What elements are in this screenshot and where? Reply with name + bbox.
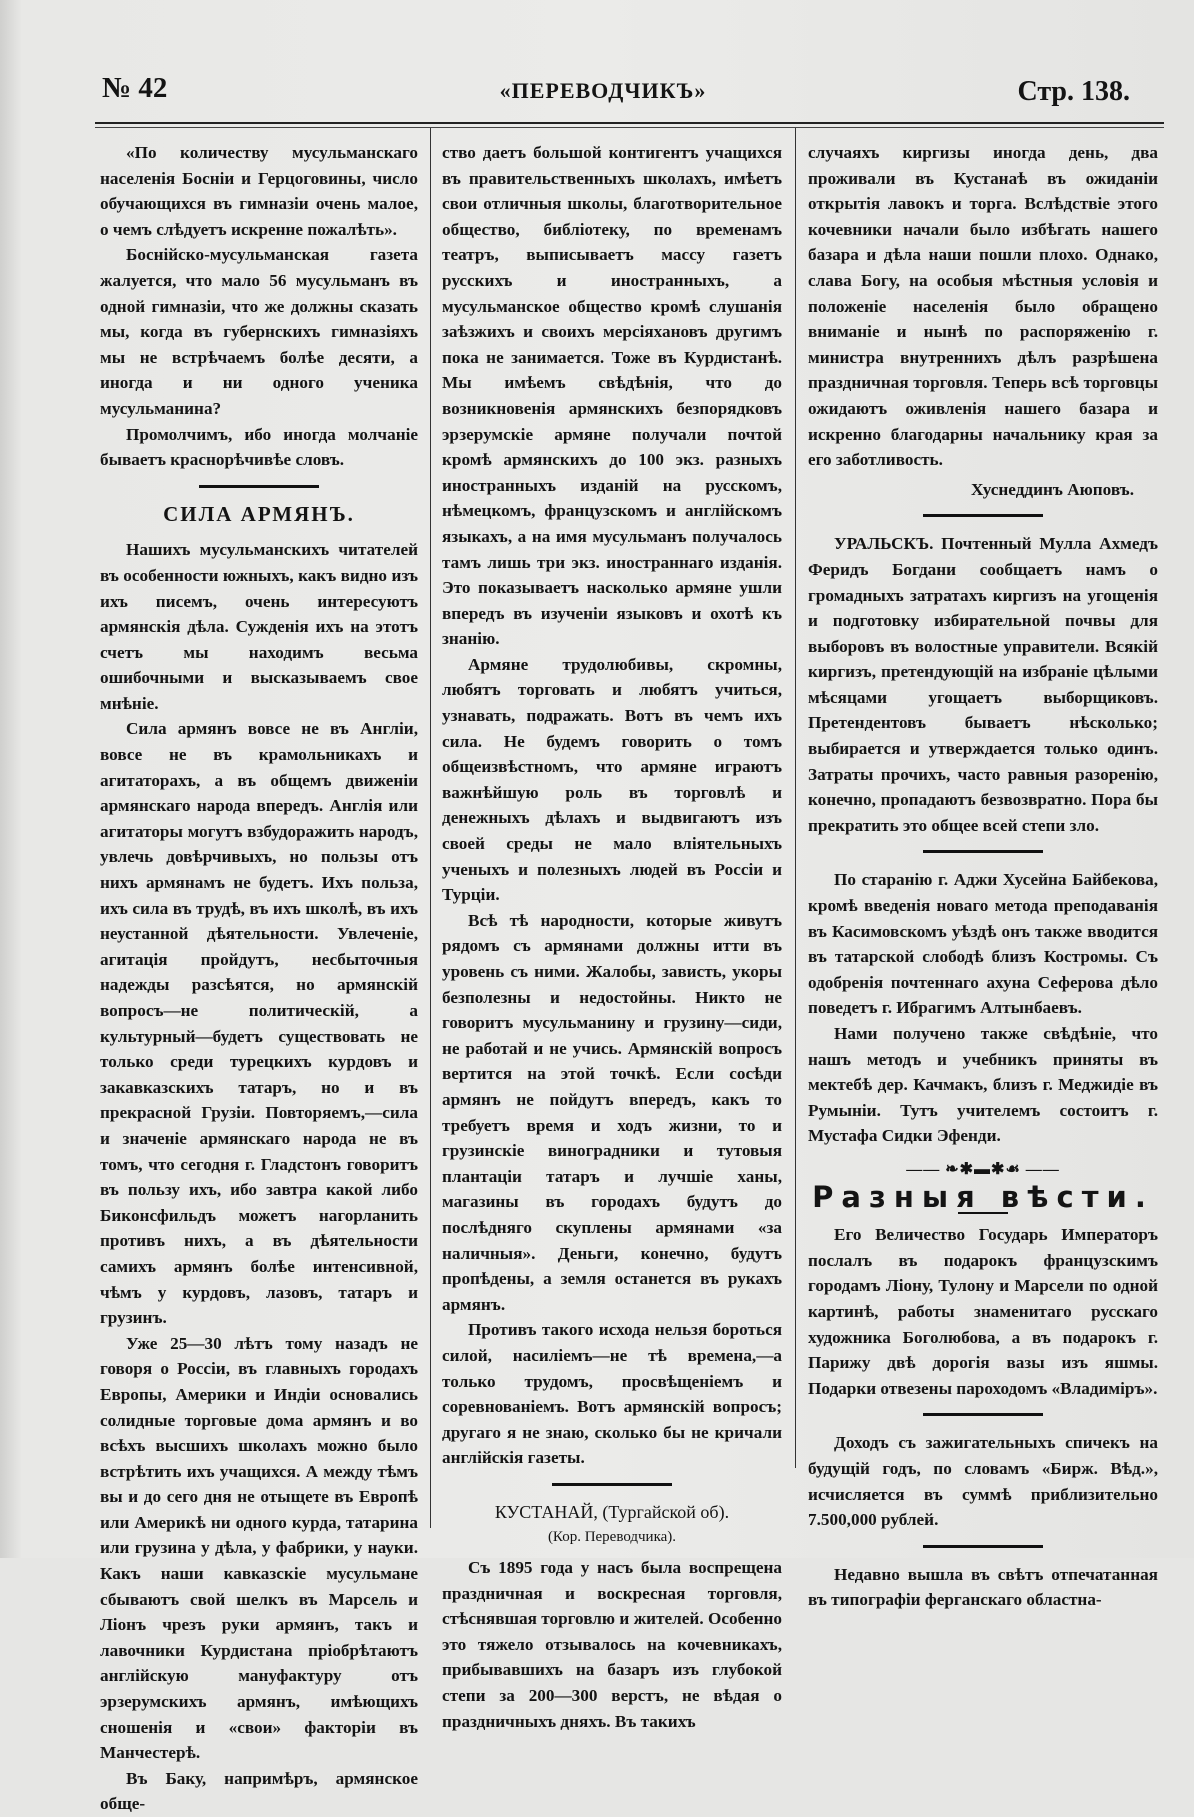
- article-paragraph: УРАЛЬСКЪ. Почтенный Мулла Ахмедъ Феридъ Богдани сообщаетъ намъ о громадныхъ затратахъ киргизъ на угощенія и подготовку избирательной почвы для выборовъ въ волостные управители. Всякій киргизъ, претендующій на избраніе цѣлыми мѣсяцами угощаетъ выборщиковъ. Претендентовъ бываетъ нѣсколько; выбирается и утверждается только одинъ. Затраты прочихъ, часто равныя разоренію, конечно, пропадаютъ безвозвратно. Пора бы прекратить это общее всей степи зло.: [808, 534, 1158, 835]
- article-paragraph: Недавно вышла въ свѣтъ отпечатанная въ типографіи ферганскаго областна-: [808, 1564, 1158, 1610]
- newspaper-title: «ПЕРЕВОДЧИКЪ»: [499, 78, 707, 103]
- column-divider: [795, 128, 796, 1468]
- column-divider: [430, 128, 431, 1528]
- article-paragraph: Уже 25—30 лѣтъ тому назадъ не говоря о Россіи, въ главныхъ городахъ Европы, Америки и Индіи основались солидные торговые дома армянъ и во всѣхъ высшихъ школахъ можно было встрѣтить ихъ учащихся. А между тѣмъ вы и до сего дня не отыщете въ Европѣ или Америкѣ ни одного курда, татарина или грузина у дѣла, у фабрики, у науки. Какъ наши кавказскіе мусульмане сбываютъ свой шелкъ въ Марсель и Ліонъ чрезъ руки армянъ, такъ и лавочники Курдистана пріобрѣтаютъ англійскую мануфактуру отъ эрзерумскихъ армянъ, имѣющихъ сношенія и «свои» факторіи въ Манчестерѣ.: [100, 1333, 418, 1763]
- author-signature: Хуснеддинъ Аюповъ.: [970, 479, 1134, 499]
- separator-rule: [923, 514, 1043, 517]
- article-paragraph: Всѣ тѣ народности, которые живутъ рядомъ съ армянами должны итти въ уровень съ ними. Жалобы, зависть, укоры безполезны и недостойны. Никто не говоритъ мусульманину и грузину—сиди, не работай и не учись. Армянскій вопросъ вертится на этой точкѣ. Если сосѣди армянъ не пойдутъ впередъ, какъ то требуетъ время и ходъ жизни, то и грузинскіе виноградники и тутовыя плантаціи татаръ и лучшіе ханы, магазины въ городахъ будутъ до послѣдняго скуплены армянами «за наличныя». Деньги, конечно, будутъ пропѣдены, а земля останется въ рукахъ армянъ.: [442, 910, 782, 1314]
- ornament-divider-icon: —— ❧✱▬✱☙ ——: [906, 1160, 1060, 1178]
- article-paragraph: ство даетъ большой контигентъ учащихся въ правительственныхъ школахъ, имѣетъ свои отличныя школы, благотворительное общество, библіотеку, по временамъ театръ, выписываетъ массу газетъ русскихъ и иностранныхъ, а мусульманское общество кромѣ слушанія заѣзжихъ и своихъ мерсіяхановъ другимъ пока не занимается. Тоже въ Курдистанѣ. Мы имѣемъ свѣдѣнія, что до возникновенія армянскихъ безпорядковъ эрзерумскіе армяне получали почтой кромѣ армянскихъ до 100 экз. разныхъ иностранныхъ изданій на русскомъ, нѣмецкомъ, французскомъ и англійскомъ языкахъ, а на имя мусульманъ получалось тамъ лишь три экз. иностраннаго изданія. Это показываетъ насколько армяне ушли впередъ въ изученіи языковъ и охотѣ къ знанію.: [442, 143, 782, 649]
- article-paragraph: «По количеству мусульманскаго населенія Босніи и Герцоговины, число обучающихся въ гимназіи очень малое, о чемъ слѣдуетъ искренне пожалѣть».: [100, 143, 418, 239]
- article-byline: (Кор. Переводчика).: [547, 1529, 677, 1546]
- separator-rule: [923, 1413, 1043, 1416]
- separator-rule: [923, 1545, 1043, 1548]
- separator-rule: [552, 1483, 672, 1486]
- separator-rule: [923, 850, 1043, 853]
- article-paragraph: Противъ такого исхода нельзя бороться силой, насиліемъ—не тѣ времена,—а только трудомъ, просвѣщеніемъ и соревнованіемъ. Вотъ армянскій вопросъ; другаго я не знаю, сколько бы не кричали англійскія газеты.: [442, 1320, 782, 1468]
- article-paragraph: Доходъ съ зажигательныхъ спичекъ на будущій годъ, по словамъ «Бирж. Вѣд.», исчисляется въ суммѣ приблизительно 7.500,000 рублей.: [808, 1433, 1158, 1530]
- article-paragraph: Нами получено также свѣдѣніе, что нашъ методъ и учебникъ приняты въ мектебѣ дер. Качмакъ, близъ г. Меджидіе въ Румыніи. Тутъ учителемъ состоитъ г. Мустафа Сидки Эфенди.: [808, 1024, 1158, 1146]
- column-2: [442, 140, 782, 1734]
- article-paragraph: Боснійско-мусульманская газета жалуется, что мало 56 мусульманъ въ одной гимназіи, что же должны сказать мы, когда въ губернскихъ гимназіяхъ мы не встрѣчаемъ болѣе десяти, а иногда и ни одного ученика мусульманина?: [100, 245, 418, 418]
- page-number: Стр. 138.: [1017, 76, 1130, 107]
- article-paragraph: Нашихъ мусульманскихъ читателей въ особенности южныхъ, какъ видно изъ ихъ писемъ, очень интересуютъ армянскія дѣла. Сужденія ихъ на этотъ счетъ мы находимъ весьма ошибочными и высказываемъ свое мнѣніе.: [100, 540, 418, 713]
- article-paragraph: случаяхъ киргизы иногда день, два проживали въ Кустанаѣ въ ожиданіи открытія лавокъ и торга. Вслѣдствіе этого кочевники начали было избѣгать нашего базара и дѣла наши пошли плохо. Однако, слава Богу, на особыя мѣстныя условія и положеніе населенія было обращено вниманіе и нынѣ по распоряженію г. министра внутреннихъ дѣлъ разрѣшена праздничная торговля. Теперь всѣ торговцы ожидаютъ оживленія нашего базара и искренно благодарны начальнику края за его заботливость.: [808, 143, 1158, 470]
- issue-number: № 42: [102, 72, 168, 104]
- article-paragraph: Промолчимъ, ибо иногда молчаніе бываетъ краснорѣчивѣе словъ.: [100, 424, 418, 470]
- header-rule-thin: [95, 127, 1164, 128]
- article-paragraph: Сила армянъ вовсе не въ Англіи, вовсе не въ крамольникахъ и агитаторахъ, а въ общемъ движеніи армянскаго народа впередъ. Англія или агитаторы могутъ взбудоражить народъ, увлечь довѣрчивыхъ, но пользы отъ нихъ армянамъ не будетъ. Ихъ польза, ихъ сила въ трудѣ, въ ихъ школѣ, въ ихъ неустанной дѣятельности. Увлеченіе, агитація пройдутъ, несбыточныя надежды разсѣятся, но армянскій вопросъ—не политическій, а культурный—будетъ существовать не только среди турецкихъ курдовъ и закавказскихъ татаръ, но и въ прекрасной Грузіи. Повторяемъ,—сила и значеніе армянскаго народа не въ томъ, что сегодня г. Гладстонъ говоритъ въ пользу ихъ, ибо завтра какой либо Биконсфильдъ можетъ нагорланить противъ нихъ, а въ дѣятельности самихъ армянъ болѣе интенсивной, чѣмъ у курдовъ, лазовъ, татаръ и грузинъ.: [100, 719, 418, 1328]
- article-paragraph: Въ Баку, напримѣръ, армянское обще-: [100, 1768, 418, 1814]
- article-paragraph: Его Величество Государь Императоръ послалъ въ подарокъ французскимъ городамъ Ліону, Тулону и Марсели по одной картинѣ, работы знаменитаго русскаго художника Боголюбова, а въ подарокъ г. Парижу двѣ дорогія вазы изъ яшмы. Подарки отвезены пароходомъ «Владиміръ».: [808, 1225, 1158, 1398]
- article-heading: СИЛА АРМЯНЪ.: [163, 501, 355, 526]
- page-header: [40, 70, 1166, 110]
- section-heading: Разныя вѣсти.: [812, 1179, 1154, 1214]
- article-heading: КУСТАНАЙ, (Тургайской об).: [494, 1501, 730, 1522]
- separator-rule: [199, 485, 319, 488]
- column-1: [100, 140, 418, 1817]
- article-paragraph: Съ 1895 года у насъ была воспрещена праздничная и воскресная торговля, стѣснявшая торговлю и жителей. Особенно это тяжело отзывалось на кочевникахъ, прибывавшихъ на базаръ изъ глубокой степи за 200—300 верстъ, не вѣдая о праздничныхъ дняхъ. Въ такихъ: [442, 1558, 782, 1731]
- column-3: [808, 140, 1158, 1613]
- article-paragraph: Армяне трудолюбивы, скромны, любятъ торговать и любятъ учиться, узнавать, подражать. Вотъ въ чемъ ихъ сила. Не будемъ говорить о томъ общеизвѣстномъ, что армяне играютъ важнѣйшую роль въ торговлѣ и денежныхъ дѣлахъ и выдвигаютъ изъ своей среды не мало вліятельныхъ ученыхъ и полезныхъ людей въ Россіи и Турціи.: [442, 654, 782, 905]
- article-paragraph: По старанію г. Аджи Хусейна Байбекова, кромѣ введенія новаго метода преподаванія въ Касимовскомъ уѣздѣ онъ также вводится въ татарской слободѣ близъ Костромы. Съ одобренія почтеннаго ахуна Сеферова дѣло поведетъ г. Ибрагимъ Алтынбаевъ.: [808, 870, 1158, 1018]
- header-rule: [95, 122, 1164, 124]
